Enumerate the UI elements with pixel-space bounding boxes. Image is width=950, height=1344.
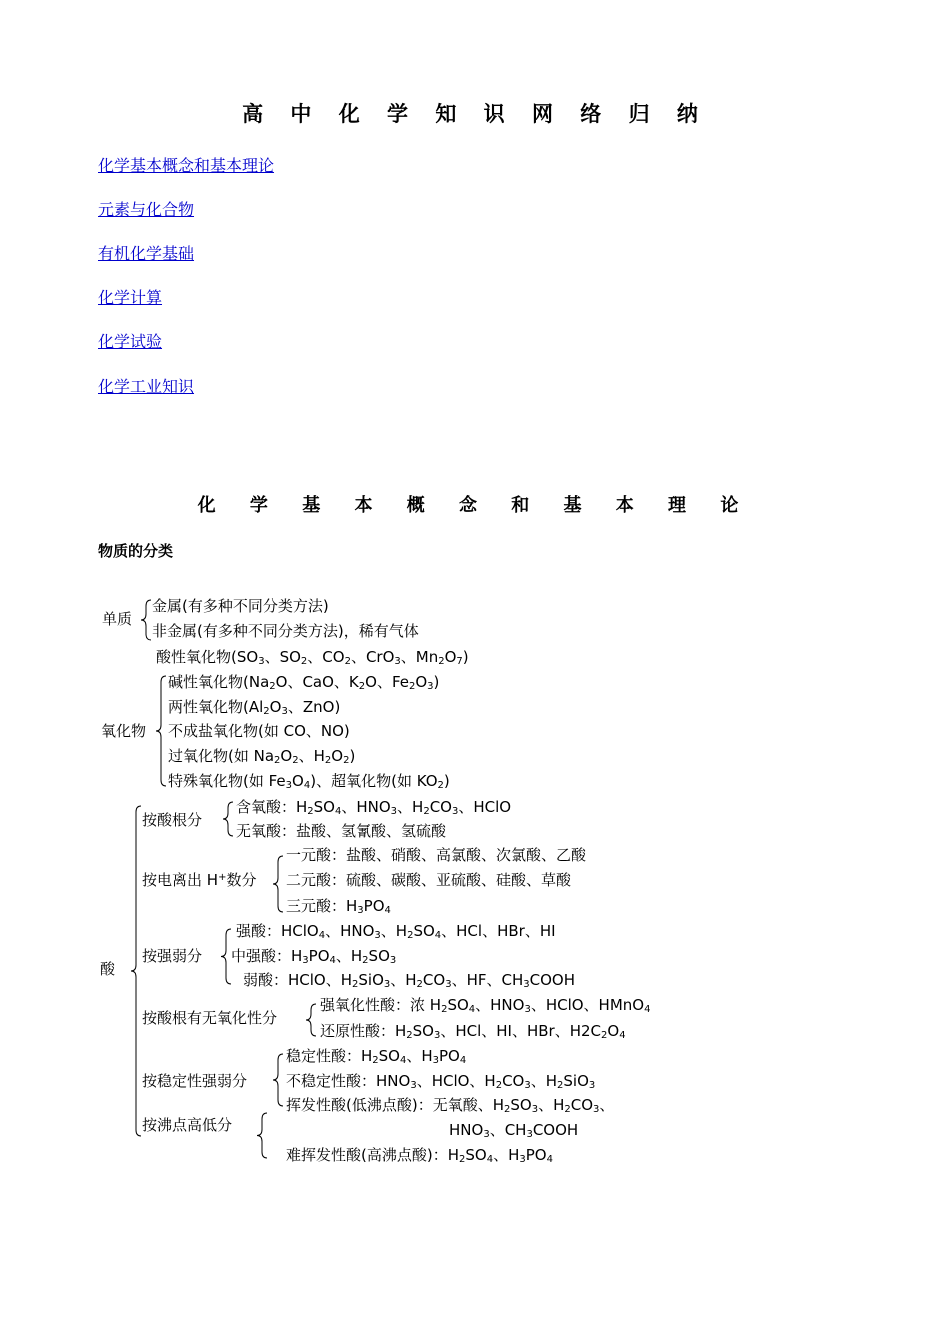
tree-node: 单质 [102, 610, 133, 628]
tree-node: 含氧酸：$H_2SO_4$、$HNO_3$、$H_2CO_3$、HClO [236, 798, 512, 817]
toc-link-chemical-calculation[interactable]: 化学计算 [98, 288, 163, 307]
section-subtitle: 物质的分类 [98, 542, 174, 560]
toc-link-elements-compounds[interactable]: 元素与化合物 [98, 200, 195, 219]
tree-node: 难挥发性酸(高沸点酸)：$H_2SO_4$、$H_3PO_4$ [286, 1146, 553, 1165]
tree-node: 按沸点高低分 [142, 1116, 233, 1134]
tree-node: 按酸根分 [142, 811, 203, 829]
section-title: 化 学 基 本 概 念 和 基 本 理 论 [197, 495, 753, 516]
tree-node: 特殊氧化物(如 $Fe_3O_4$)、超氧化物(如 $KO_2$) [168, 772, 450, 791]
tree-node: 强酸：HClO$_4$、$HNO_3$、$H_2SO_4$、HCl、HBr、HI [236, 922, 556, 941]
tree-node: 按强弱分 [142, 947, 203, 965]
tree-node: 不成盐氧化物(如 CO、NO) [168, 722, 350, 740]
tree-node: 还原性酸：$H_2SO_3$、HCl、HI、HBr、$H2C_2O_4$ [320, 1022, 626, 1041]
brace [131, 806, 141, 1136]
tree-node: 弱酸：HClO、$H_2SiO_3$、$H_2CO_3$、HF、$CH_3COOH$ [243, 971, 575, 990]
tree-node: 碱性氧化物($Na_2O$、CaO、$K_2O$、$Fe_2O_3$) [168, 673, 440, 692]
tree-node: 非金属(有多种不同分类方法)，稀有气体 [152, 622, 419, 640]
brace [273, 1054, 283, 1106]
tree-node: 酸性氧化物($SO_3$、$SO_2$、$CO_2$、CrO$_3$、$Mn_2O_7$) [156, 648, 469, 667]
brace [221, 929, 231, 984]
toc-link-chemical-experiment[interactable]: 化学试验 [98, 332, 163, 351]
tree-node: 挥发性酸(低沸点酸)：无氧酸、$H_2SO_3$、$H_2CO_3$、 [286, 1096, 615, 1115]
tree-node: 无氧酸：盐酸、氢氰酸、氢硫酸 [236, 822, 447, 840]
brace [223, 802, 233, 836]
tree-node: 按酸根有无氧化性分 [142, 1009, 278, 1027]
tree-node: $HNO_3$、$CH_3COOH$ [449, 1121, 579, 1140]
brace [273, 856, 283, 912]
toc-link-basic-concepts[interactable]: 化学基本概念和基本理论 [98, 156, 275, 175]
toc-link-chemical-industry[interactable]: 化学工业知识 [98, 377, 195, 396]
tree-node: 强氧化性酸：浓 $H_2SO_4$、$HNO_3$、HClO、HMnO$_4$ [320, 996, 651, 1015]
main-title: 高 中 化 学 知 识 网 络 归 纳 [242, 101, 708, 126]
brace [257, 1113, 267, 1158]
tree-node: 中强酸：$H_3PO_4$、$H_2SO_3$ [231, 947, 397, 966]
tree-node: 氧化物 [101, 722, 147, 740]
brace [306, 1004, 316, 1036]
tree-node: 过氧化物(如 $Na_2O_2$、$H_2O_2$) [168, 747, 356, 766]
tree-node: 按电离出 H+数分 [142, 871, 257, 889]
brace [141, 600, 151, 640]
tree-node: 两性氧化物($Al_2O_3$、ZnO) [168, 698, 341, 717]
tree-node: 一元酸：盐酸、硝酸、高氯酸、次氯酸、乙酸 [286, 846, 587, 864]
tree-node: 按稳定性强弱分 [142, 1072, 248, 1090]
tree-node: 酸 [100, 960, 116, 978]
tree-node: 金属(有多种不同分类方法) [152, 597, 329, 615]
tree-node: 不稳定性酸：$HNO_3$、HClO、$H_2CO_3$、$H_2SiO_3$ [286, 1072, 596, 1091]
tree-node: 二元酸：硫酸、碳酸、亚硫酸、硅酸、草酸 [286, 871, 572, 889]
tree-node: 三元酸：$H_3PO_4$ [286, 897, 391, 916]
toc-link-organic-chemistry[interactable]: 有机化学基础 [98, 244, 195, 263]
brace [156, 676, 166, 786]
tree-node: 稳定性酸：$H_2SO_4$、$H_3PO_4$ [286, 1047, 467, 1066]
